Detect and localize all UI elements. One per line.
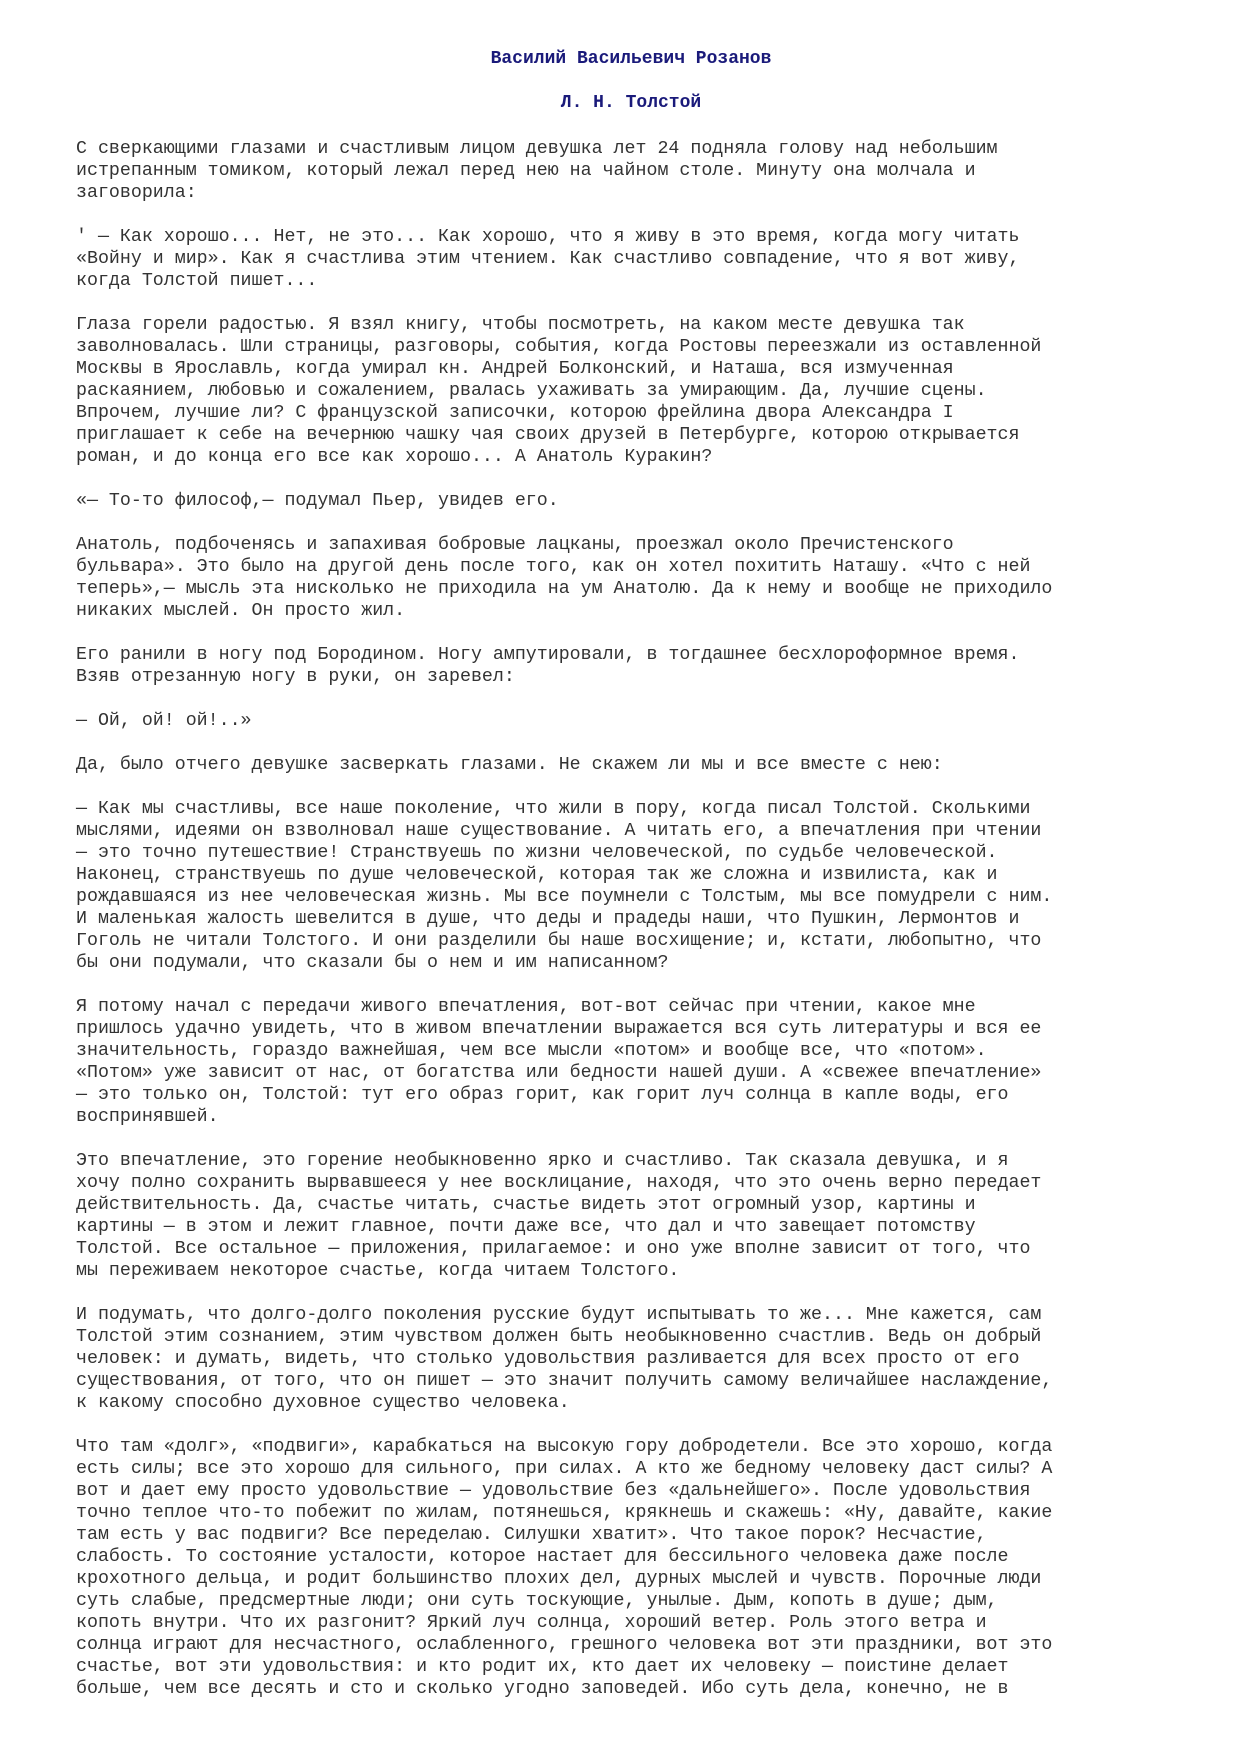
- paragraph-11: Это впечатление, это горение необыкновенно ярко и счастливо. Так сказала девушка, и я хочу полно сохранить вырвавшееся у нее восклицание, находя, что это очень верно передает действительность. Да, счастье читать, счастье видеть этот огромный узор, картины и картины — в этом и лежит главное, почти даже все, что дал и что завещает потомству Толстой. Все остальное — приложения, прилагаемое: и оно уже вполне зависит от того, что мы переживаем некоторое счастье, когда читаем Толстого.: [76, 1151, 1042, 1281]
- author-heading: Василий Васильевич Розанов: [490, 49, 772, 69]
- paragraph-13: Что там «долг», «подвиги», карабкаться на высокую гору добродетели. Все это хорошо, когда есть силы; все это хорошо для сильного, при силах. А кто же бедному человеку даст силы? А вот и дает ему просто удовольствие — удовольствие без «дальнейшего». После удовольствия точно теплое что-то побежит по жилам, потянешься, крякнешь и скажешь: «Ну, давайте, какие там есть у вас подвиги? Все переделаю. Силушки хватит». Что такое порок? Несчастие, слабость. То состояние усталости, которое настает для бессильного человека даже после крохотного дельца, и родит большинство плохих дел, дурных мыслей и чувств. Порочные люди суть слабые, предсмертные люди; они суть тоскующие, унылые. Дым, копоть в душе; дым, копоть внутри. Что их разгонит? Яркий луч солнца, хороший ветер. Роль этого ветра и солнца играют для несчастного, ослабленного, грешного человека вот эти праздники, вот это счастье, вот эти удовольствия: и кто родит их, кто дает их человеку — поистине делает больше, чем все десять и сто и сколько угодно заповедей. Ибо суть дела, конечно, не в: [76, 1437, 1053, 1699]
- paragraph-1: С сверкающими глазами и счастливым лицом девушка лет 24 подняла голову над небольшим истрепанным томиком, который лежал перед нею на чайном столе. Минуту она молчала и заговорила:: [76, 139, 998, 203]
- article-body: [76, 138, 1186, 1700]
- paragraph-4: «— То-то философ,— подумал Пьер, увидев его.: [76, 491, 559, 511]
- document-page: [76, 40, 1186, 1722]
- paragraph-9: — Как мы счастливы, все наше поколение, что жили в пору, когда писал Толстой. Сколькими мыслями, идеями он взволновал наше существование. А читать его, а впечатления при чтении — это точно путешествие! Странствуешь по жизни человеческой, по судьбе человеческой. Наконец, странствуешь по душе человеческой, которая так же сложна и извилиста, как и рождавшаяся из нее человеческая жизнь. Мы все поумнели с Толстым, мы все помудрели с ним. И маленькая жалость шевелится в душе, что деды и прадеды наши, что Пушкин, Лермонтов и Гоголь не читали Толстого. И они разделили бы наше восхищение; и, кстати, любопытно, что бы они подумали, что сказали бы о нем и им написанном?: [76, 799, 1053, 973]
- paragraph-5: Анатоль, подбоченясь и запахивая бобровые лацканы, проезжал около Пречистенского бульвара». Это было на другой день после того, как он хотел похитить Наташу. «Что с ней теперь»,— мысль эта нисколько не приходила на ум Анатолю. Да к нему и вообще не приходило никаких мыслей. Он просто жил.: [76, 535, 1053, 621]
- paragraph-10: Я потому начал с передачи живого впечатления, вот-вот сейчас при чтении, какое мне пришлось удачно увидеть, что в живом впечатлении выражается вся суть литературы и вся ее значительность, гораздо важнейшая, чем все мысли «потом» и вообще все, что «потом». «Потом» уже зависит от нас, от богатства или бедности нашей души. А «свежее впечатление» — это только он, Толстой: тут его образ горит, как горит луч солнца в капле воды, его воспринявшей.: [76, 997, 1042, 1127]
- paragraph-6: Его ранили в ногу под Бородином. Ногу ампутировали, в тогдашнее бесхлороформное время. Взяв отрезанную ногу в руки, он заревел:: [76, 645, 1020, 687]
- paragraph-2: ' — Как хорошо... Нет, не это... Как хорошо, что я живу в это время, когда могу читать «Войну и мир». Как я счастлива этим чтением. Как счастливо совпадение, что я вот живу, когда Толстой пишет...: [76, 227, 1020, 291]
- paragraph-7: — Ой, ой! ой!..»: [76, 711, 252, 731]
- paragraph-3: Глаза горели радостью. Я взял книгу, чтобы посмотреть, на каком месте девушка так заволновалась. Шли страницы, разговоры, события, когда Ростовы переезжали из оставленной Москвы в Ярославль, когда умирал кн. Андрей Болконский, и Наташа, вся измученная раскаянием, любовью и сожалением, рвалась ухаживать за умирающим. Да, лучшие сцены. Впрочем, лучшие ли? С французской записочки, которою фрейлина двора Александра I приглашает к себе на вечернюю чашку чая своих друзей в Петербурге, которою открывается роман, и до конца его все как хорошо... А Анатоль Куракин?: [76, 315, 1042, 467]
- article-title: Л. Н. Толстой: [560, 93, 702, 113]
- paragraph-8: Да, было отчего девушке засверкать глазами. Не скажем ли мы и все вместе с нею:: [76, 755, 943, 775]
- paragraph-12: И подумать, что долго-долго поколения русские будут испытывать то же... Мне кажется, сам Толстой этим сознанием, этим чувством должен быть необыкновенно счастлив. Ведь он добрый человек: и думать, видеть, что столько удовольствия разливается для всех просто от его существования, от того, что он пишет — это значит получить самому величайшее наслаждение, к какому способно духовное существо человека.: [76, 1305, 1053, 1413]
